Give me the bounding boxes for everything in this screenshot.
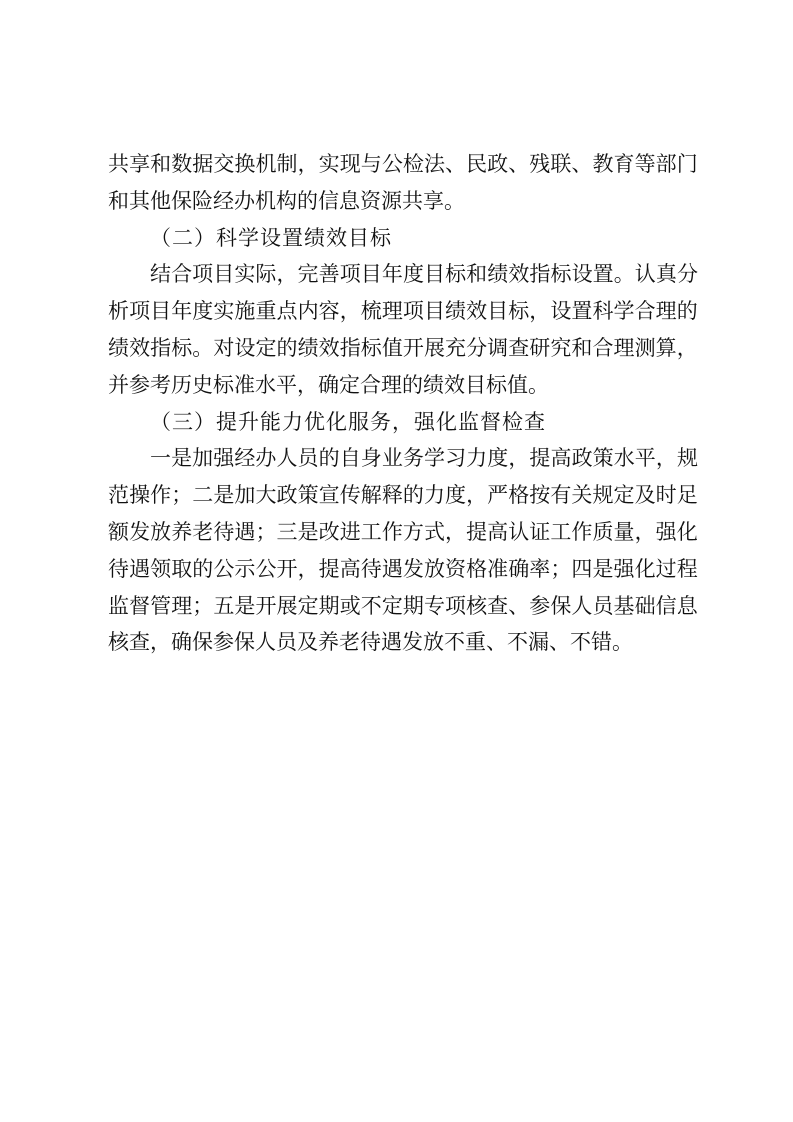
text-line: 一 是 加 强 经 办 人 员 的 自 身 业 务 学 习 力 度 ， 提 高 政 策 水 平 ， 规 bbox=[150, 446, 698, 471]
text-line: 额 发 放 养 老 待 遇 ； 三 是 改 进 工 作 方 式 ， 提 高 认 证 工 作 质 量 ， 强 化 bbox=[108, 519, 698, 544]
text-line: 绩 效 指 标 。 对 设 定 的 绩 效 指 标 值 开 展 充 分 调 查 研 究 和 合 理 测 算 ， bbox=[108, 335, 698, 360]
text-line: 共 享 和 数 据 交 换 机 制 ， 实 现 与 公 检 法 、 民 政 、 残 联 、 教 育 等 部 门 bbox=[108, 152, 698, 176]
text-line: 和其他保险经办机构的信息资源共享。 bbox=[108, 188, 465, 213]
text-line: 监 督 管 理 ； 五 是 开 展 定 期 或 不 定 期 专 项 核 查 、 参 保 人 员 基 础 信 息 bbox=[108, 593, 698, 618]
text-line: 核查，确保参保人员及养老待遇发放不重、不漏、不错。 bbox=[108, 630, 633, 655]
text-line: 范 操 作 ； 二 是 加 大 政 策 宣 传 解 释 的 力 度 ， 严 格 按 有 关 规 定 及 时 足 bbox=[108, 483, 698, 508]
document-body bbox=[108, 146, 698, 661]
text-line: 待 遇 领 取 的 公 示 公 开 ， 提 高 待 遇 发 放 资 格 准 确 率 ； 四 是 强 化 过 程 bbox=[108, 556, 698, 581]
text-line: 并参考历史标准水平，确定合理的绩效目标值。 bbox=[108, 372, 549, 397]
section-heading: （三）提升能力优化服务，强化监督检查 bbox=[150, 409, 546, 434]
section-heading: （二）科学设置绩效目标 bbox=[150, 225, 392, 250]
text-line: 析 项 目 年 度 实 施 重 点 内 容 ， 梳 理 项 目 绩 效 目 标 ， 设 置 科 学 合 理 的 bbox=[108, 299, 698, 324]
text-line: 结 合 项 目 实 际 ， 完 善 项 目 年 度 目 标 和 绩 效 指 标 设 置 。 认 真 分 bbox=[150, 262, 698, 287]
